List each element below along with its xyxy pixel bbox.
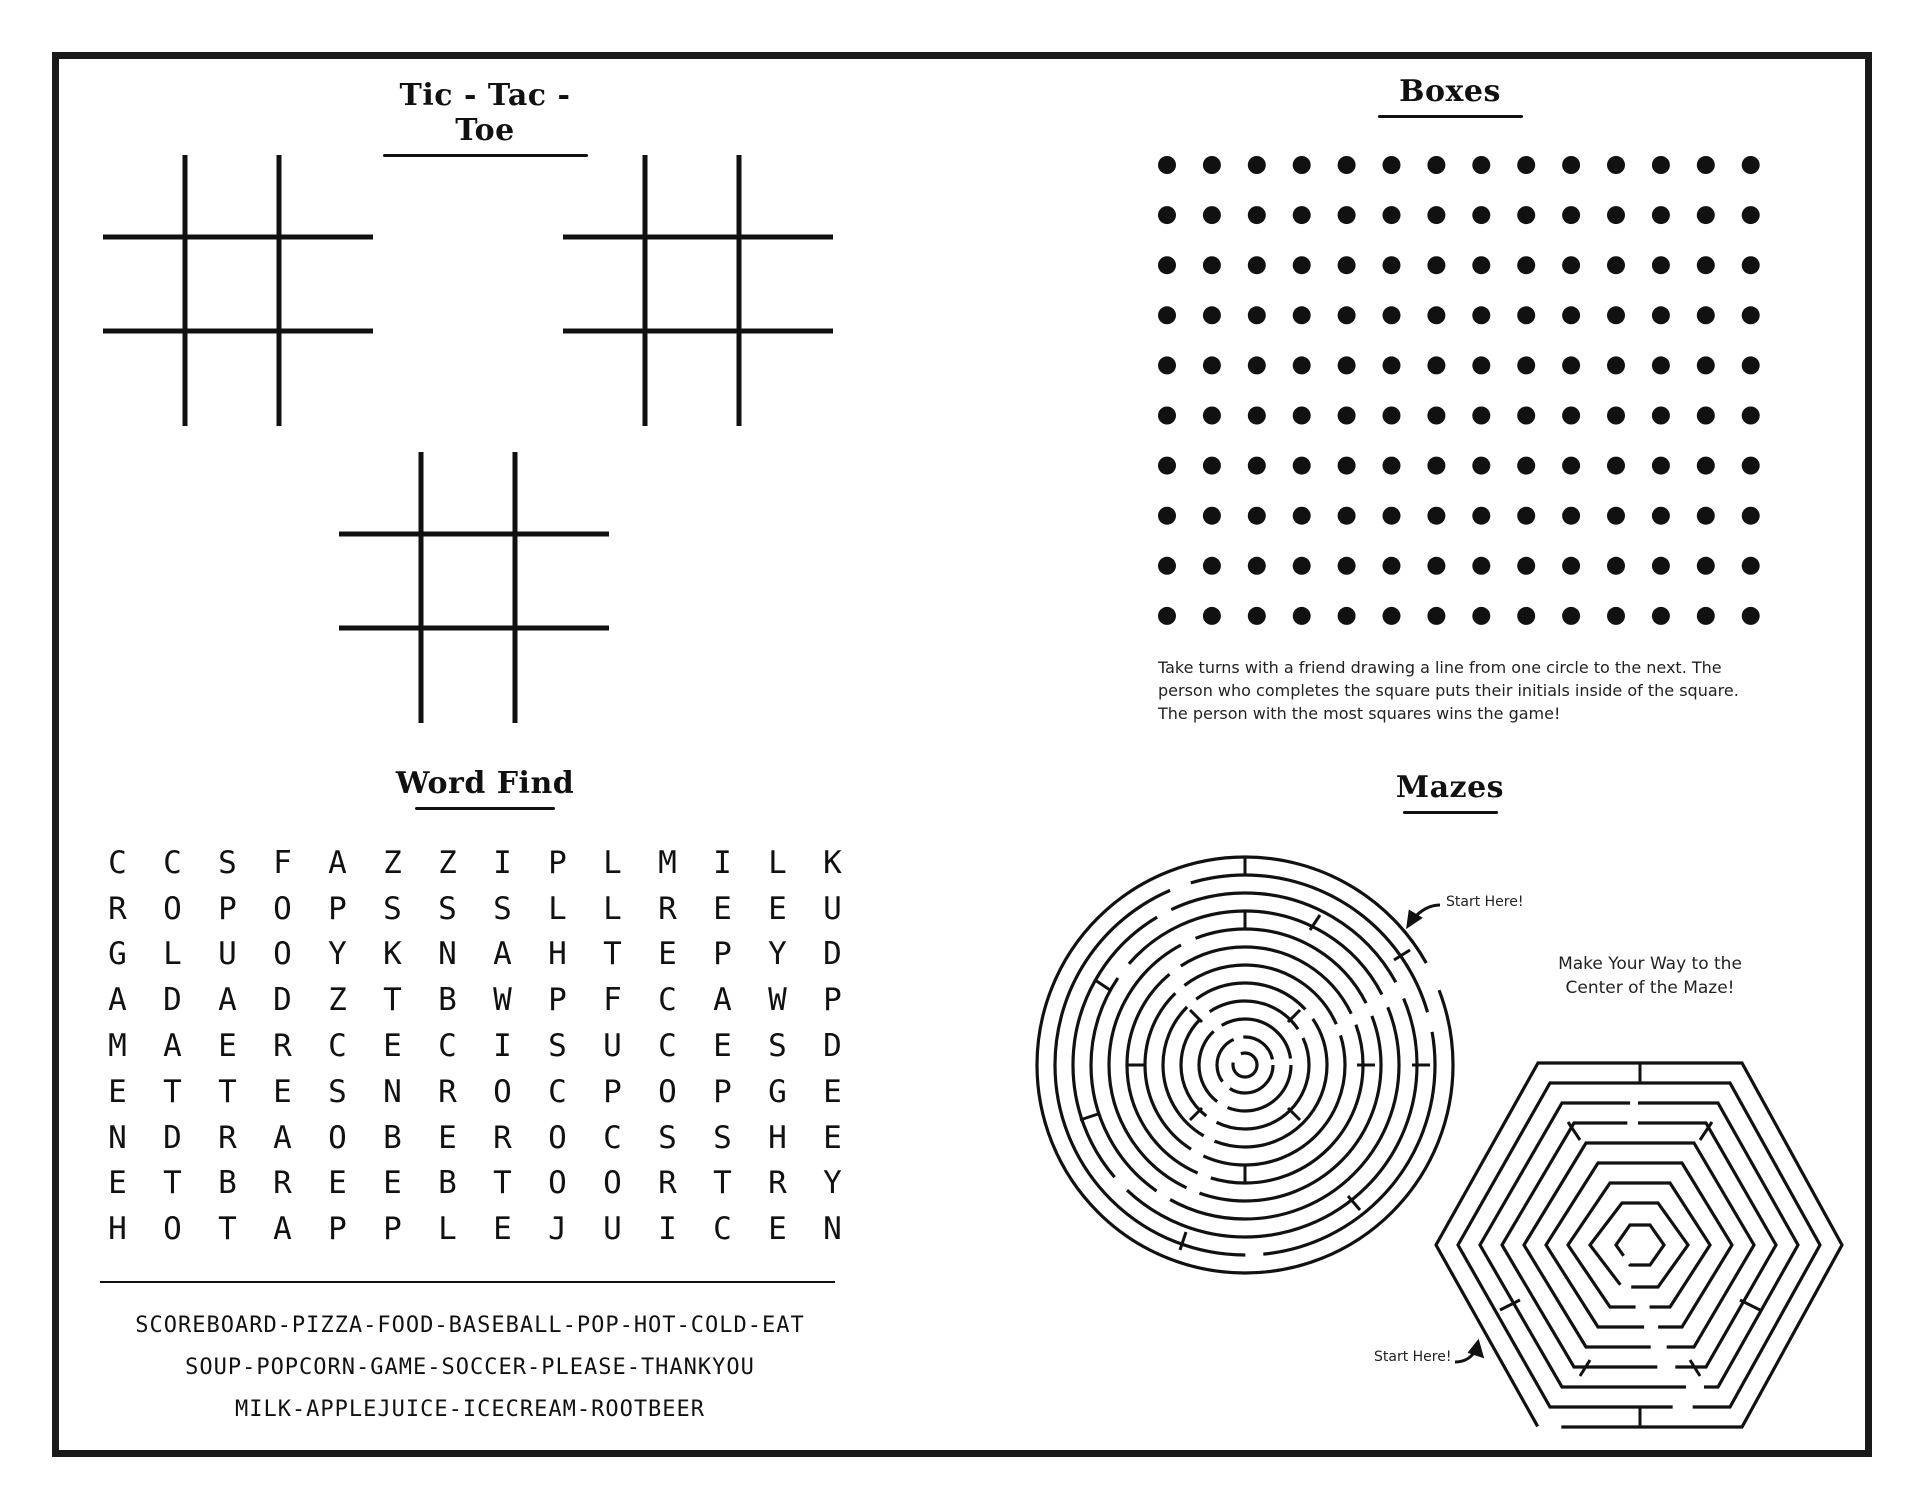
wordfind-letter[interactable]: K [823, 844, 842, 881]
wordfind-letter[interactable]: U [603, 1211, 622, 1248]
wordfind-letter[interactable]: A [273, 1211, 292, 1248]
wordfind-letter[interactable]: A [493, 936, 512, 973]
wordfind-letter[interactable]: R [273, 1165, 292, 1202]
wordfind-letter[interactable]: E [768, 890, 787, 927]
wordfind-letter[interactable]: Y [328, 936, 347, 973]
wordfind-letter[interactable]: P [548, 844, 567, 881]
wordfind-letter[interactable]: B [438, 982, 457, 1019]
wordfind-letter[interactable]: P [603, 1073, 622, 1110]
wordfind-letter[interactable]: J [548, 1211, 567, 1248]
wordfind-letter[interactable]: T [493, 1165, 512, 1202]
wordfind-letter[interactable]: O [163, 1211, 182, 1248]
wordfind-letter[interactable]: R [658, 1165, 677, 1202]
wordfind-letter[interactable]: Z [383, 844, 402, 881]
wordfind-letter[interactable]: W [493, 982, 512, 1019]
wordfind-letter[interactable]: C [658, 1028, 677, 1065]
wordfind-letter[interactable]: R [658, 890, 677, 927]
boxes-title-text: Boxes [1399, 74, 1501, 109]
wordfind-letter[interactable]: O [493, 1073, 512, 1110]
wordfind-letter[interactable]: S [768, 1028, 787, 1065]
start-arrow-icon [1455, 1342, 1482, 1362]
wordfind-letter[interactable]: W [768, 982, 787, 1019]
wordfind-letter[interactable]: N [823, 1211, 842, 1248]
wordfind-letter[interactable]: N [438, 936, 457, 973]
wordfind-letter[interactable]: D [273, 982, 292, 1019]
wordfind-letter[interactable]: C [548, 1073, 567, 1110]
wordfind-letter[interactable]: E [768, 1211, 787, 1248]
maze-center-note-line-1: Make Your Way to the [1558, 954, 1742, 974]
wordfind-letter[interactable]: H [548, 936, 567, 973]
wordfind-letter[interactable]: S [493, 890, 512, 927]
circle-maze[interactable] [1037, 857, 1453, 1273]
wordfind-letter[interactable]: P [823, 982, 842, 1019]
wordfind-letter[interactable]: I [658, 1211, 677, 1248]
word-list-line-2: SOUP-POPCORN-GAME-SOCCER-PLEASE-THANKYOU [185, 1355, 755, 1380]
wordfind-letter[interactable]: R [768, 1165, 787, 1202]
wordfind-letter[interactable]: A [163, 1028, 182, 1065]
wordfind-letter[interactable]: C [658, 982, 677, 1019]
maze-center-note-line-2: Center of the Maze! [1565, 978, 1735, 998]
wordfind-letter[interactable]: E [493, 1211, 512, 1248]
wordfind-letter[interactable]: U [218, 936, 237, 973]
wordfind-letter[interactable]: O [163, 890, 182, 927]
wordfind-letter[interactable]: L [548, 890, 567, 927]
wordfind-letter[interactable]: E [383, 1028, 402, 1065]
wordfind-letter[interactable]: M [658, 844, 677, 881]
wordfind-letter[interactable]: O [328, 1119, 347, 1156]
wordfind-letter[interactable]: N [383, 1073, 402, 1110]
wordfind-letter[interactable]: E [218, 1028, 237, 1065]
wordfind-letter[interactable]: E [383, 1165, 402, 1202]
wordfind-letter[interactable]: T [603, 936, 622, 973]
wordfind-letter[interactable]: T [218, 1211, 237, 1248]
wordfind-letter[interactable]: I [493, 844, 512, 881]
wordfind-letter[interactable]: E [108, 1165, 127, 1202]
wordfind-letter[interactable]: C [108, 844, 127, 881]
wordfind-letter[interactable]: T [713, 1165, 732, 1202]
wordfind-letter[interactable]: N [108, 1119, 127, 1156]
wordfind-letter[interactable]: L [603, 844, 622, 881]
wordfind-letter[interactable]: P [328, 1211, 347, 1248]
wordfind-letter[interactable]: T [383, 982, 402, 1019]
wordfind-letter[interactable]: H [108, 1211, 127, 1248]
wordfind-letter[interactable]: P [713, 936, 732, 973]
hex-maze[interactable] [1436, 1063, 1842, 1427]
wordfind-letter[interactable]: R [493, 1119, 512, 1156]
wordfind-letter[interactable]: S [658, 1119, 677, 1156]
wordfind-letter[interactable]: P [383, 1211, 402, 1248]
wordfind-letter[interactable]: A [273, 1119, 292, 1156]
start-label-hex: Start Here! [1374, 1349, 1452, 1365]
wordfind-letter[interactable]: S [548, 1028, 567, 1065]
wordfind-letter[interactable]: A [218, 982, 237, 1019]
start-arrow-icon [1408, 905, 1440, 926]
wordfind-letter[interactable]: B [218, 1165, 237, 1202]
wordfind-letter[interactable]: O [273, 890, 292, 927]
start-label-circle: Start Here! [1446, 894, 1524, 910]
wordfind-letter[interactable]: E [108, 1073, 127, 1110]
wordfind-letter[interactable]: E [823, 1073, 842, 1110]
wordfind-letter[interactable]: L [438, 1211, 457, 1248]
wordfind-letter[interactable]: P [713, 1073, 732, 1110]
wordfind-letter[interactable]: A [713, 982, 732, 1019]
wordfind-letter[interactable]: C [713, 1211, 732, 1248]
wordfind-letter[interactable]: C [603, 1119, 622, 1156]
wordfind-letter[interactable]: G [108, 936, 127, 973]
wordfind-letter[interactable]: P [548, 982, 567, 1019]
wordfind-letter[interactable]: S [713, 1119, 732, 1156]
wordfind-letter[interactable]: T [218, 1073, 237, 1110]
maze-center-note [1530, 952, 1770, 1000]
wordfind-letter[interactable]: Y [823, 1165, 842, 1202]
word-list-line-3: MILK-APPLEJUICE-ICECREAM-ROOTBEER [234, 1397, 706, 1422]
wordfind-letter[interactable]: H [768, 1119, 787, 1156]
mazes-title-text: Mazes [1395, 770, 1505, 805]
wordfind-letter[interactable]: O [548, 1119, 567, 1156]
wordfind-letter[interactable]: L [603, 890, 622, 927]
wordfind-letter[interactable]: B [383, 1119, 402, 1156]
wordfind-letter[interactable]: M [108, 1028, 127, 1065]
wordfind-letter[interactable]: D [163, 1119, 182, 1156]
tictactoe-title-text: Tic - Tac - Toe [399, 78, 571, 148]
wordfind-letter[interactable]: G [768, 1073, 787, 1110]
wordfind-letter[interactable]: R [108, 890, 127, 927]
wordfind-letter[interactable]: A [108, 982, 127, 1019]
boxes-instructions: Take turns with a friend drawing a line from one circle to the next. The person who completes the square puts their initials inside of the square. The person with the most squares wins the game! [1158, 658, 1739, 723]
wordfind-letter[interactable]: F [273, 844, 292, 881]
wordfind-letter[interactable]: U [603, 1028, 622, 1065]
wordfind-letter[interactable]: R [438, 1073, 457, 1110]
wordfind-letter[interactable]: D [823, 1028, 842, 1065]
wordfind-letter[interactable]: U [823, 890, 842, 927]
wordfind-letter[interactable]: C [438, 1028, 457, 1065]
word-list-line-1: SCOREBOARD-PIZZA-FOOD-BASEBALL-POP-HOT-COLD-EAT [135, 1313, 805, 1338]
wordfind-letter[interactable]: O [273, 936, 292, 973]
wordfind-letter[interactable]: S [218, 844, 237, 881]
wordfind-letter[interactable]: Z [438, 844, 457, 881]
wordfind-letter[interactable]: S [328, 1073, 347, 1110]
wordfind-letter[interactable]: E [328, 1165, 347, 1202]
wordfind-letter[interactable]: E [273, 1073, 292, 1110]
wordfind-letter[interactable]: O [603, 1165, 622, 1202]
wordfind-letter[interactable]: D [823, 936, 842, 973]
wordfind-letter[interactable]: Z [328, 982, 347, 1019]
wordfind-letter[interactable]: F [603, 982, 622, 1019]
wordfind-letter[interactable]: E [713, 890, 732, 927]
wordfind-letter[interactable]: Y [768, 936, 787, 973]
wordfind-letter[interactable]: R [273, 1028, 292, 1065]
wordfind-letter[interactable]: C [328, 1028, 347, 1065]
wordfind-letter[interactable]: O [658, 1073, 677, 1110]
wordfind-letter[interactable]: E [823, 1119, 842, 1156]
wordfind-letter[interactable]: I [493, 1028, 512, 1065]
wordfind-letter[interactable]: E [658, 936, 677, 973]
wordfind-letter[interactable]: I [713, 844, 732, 881]
wordfind-letter[interactable]: P [328, 890, 347, 927]
wordfind-letter[interactable]: L [163, 936, 182, 973]
wordfind-letter[interactable]: K [383, 936, 402, 973]
wordfind-letter[interactable]: T [163, 1073, 182, 1110]
wordfind-letter[interactable]: T [163, 1165, 182, 1202]
wordfind-letter[interactable]: P [218, 890, 237, 927]
wordfind-letter[interactable]: L [768, 844, 787, 881]
wordfind-letter[interactable]: C [163, 844, 182, 881]
wordfind-letter[interactable]: B [438, 1165, 457, 1202]
wordfind-letter[interactable]: E [438, 1119, 457, 1156]
wordfind-letter[interactable]: S [383, 890, 402, 927]
wordfind-title-text: Word Find [395, 766, 575, 801]
wordfind-letter[interactable]: E [713, 1028, 732, 1065]
wordfind-letter[interactable]: D [163, 982, 182, 1019]
wordfind-letter[interactable]: R [218, 1119, 237, 1156]
wordfind-letter[interactable]: S [438, 890, 457, 927]
wordfind-letter[interactable]: O [548, 1165, 567, 1202]
wordfind-letter[interactable]: A [328, 844, 347, 881]
